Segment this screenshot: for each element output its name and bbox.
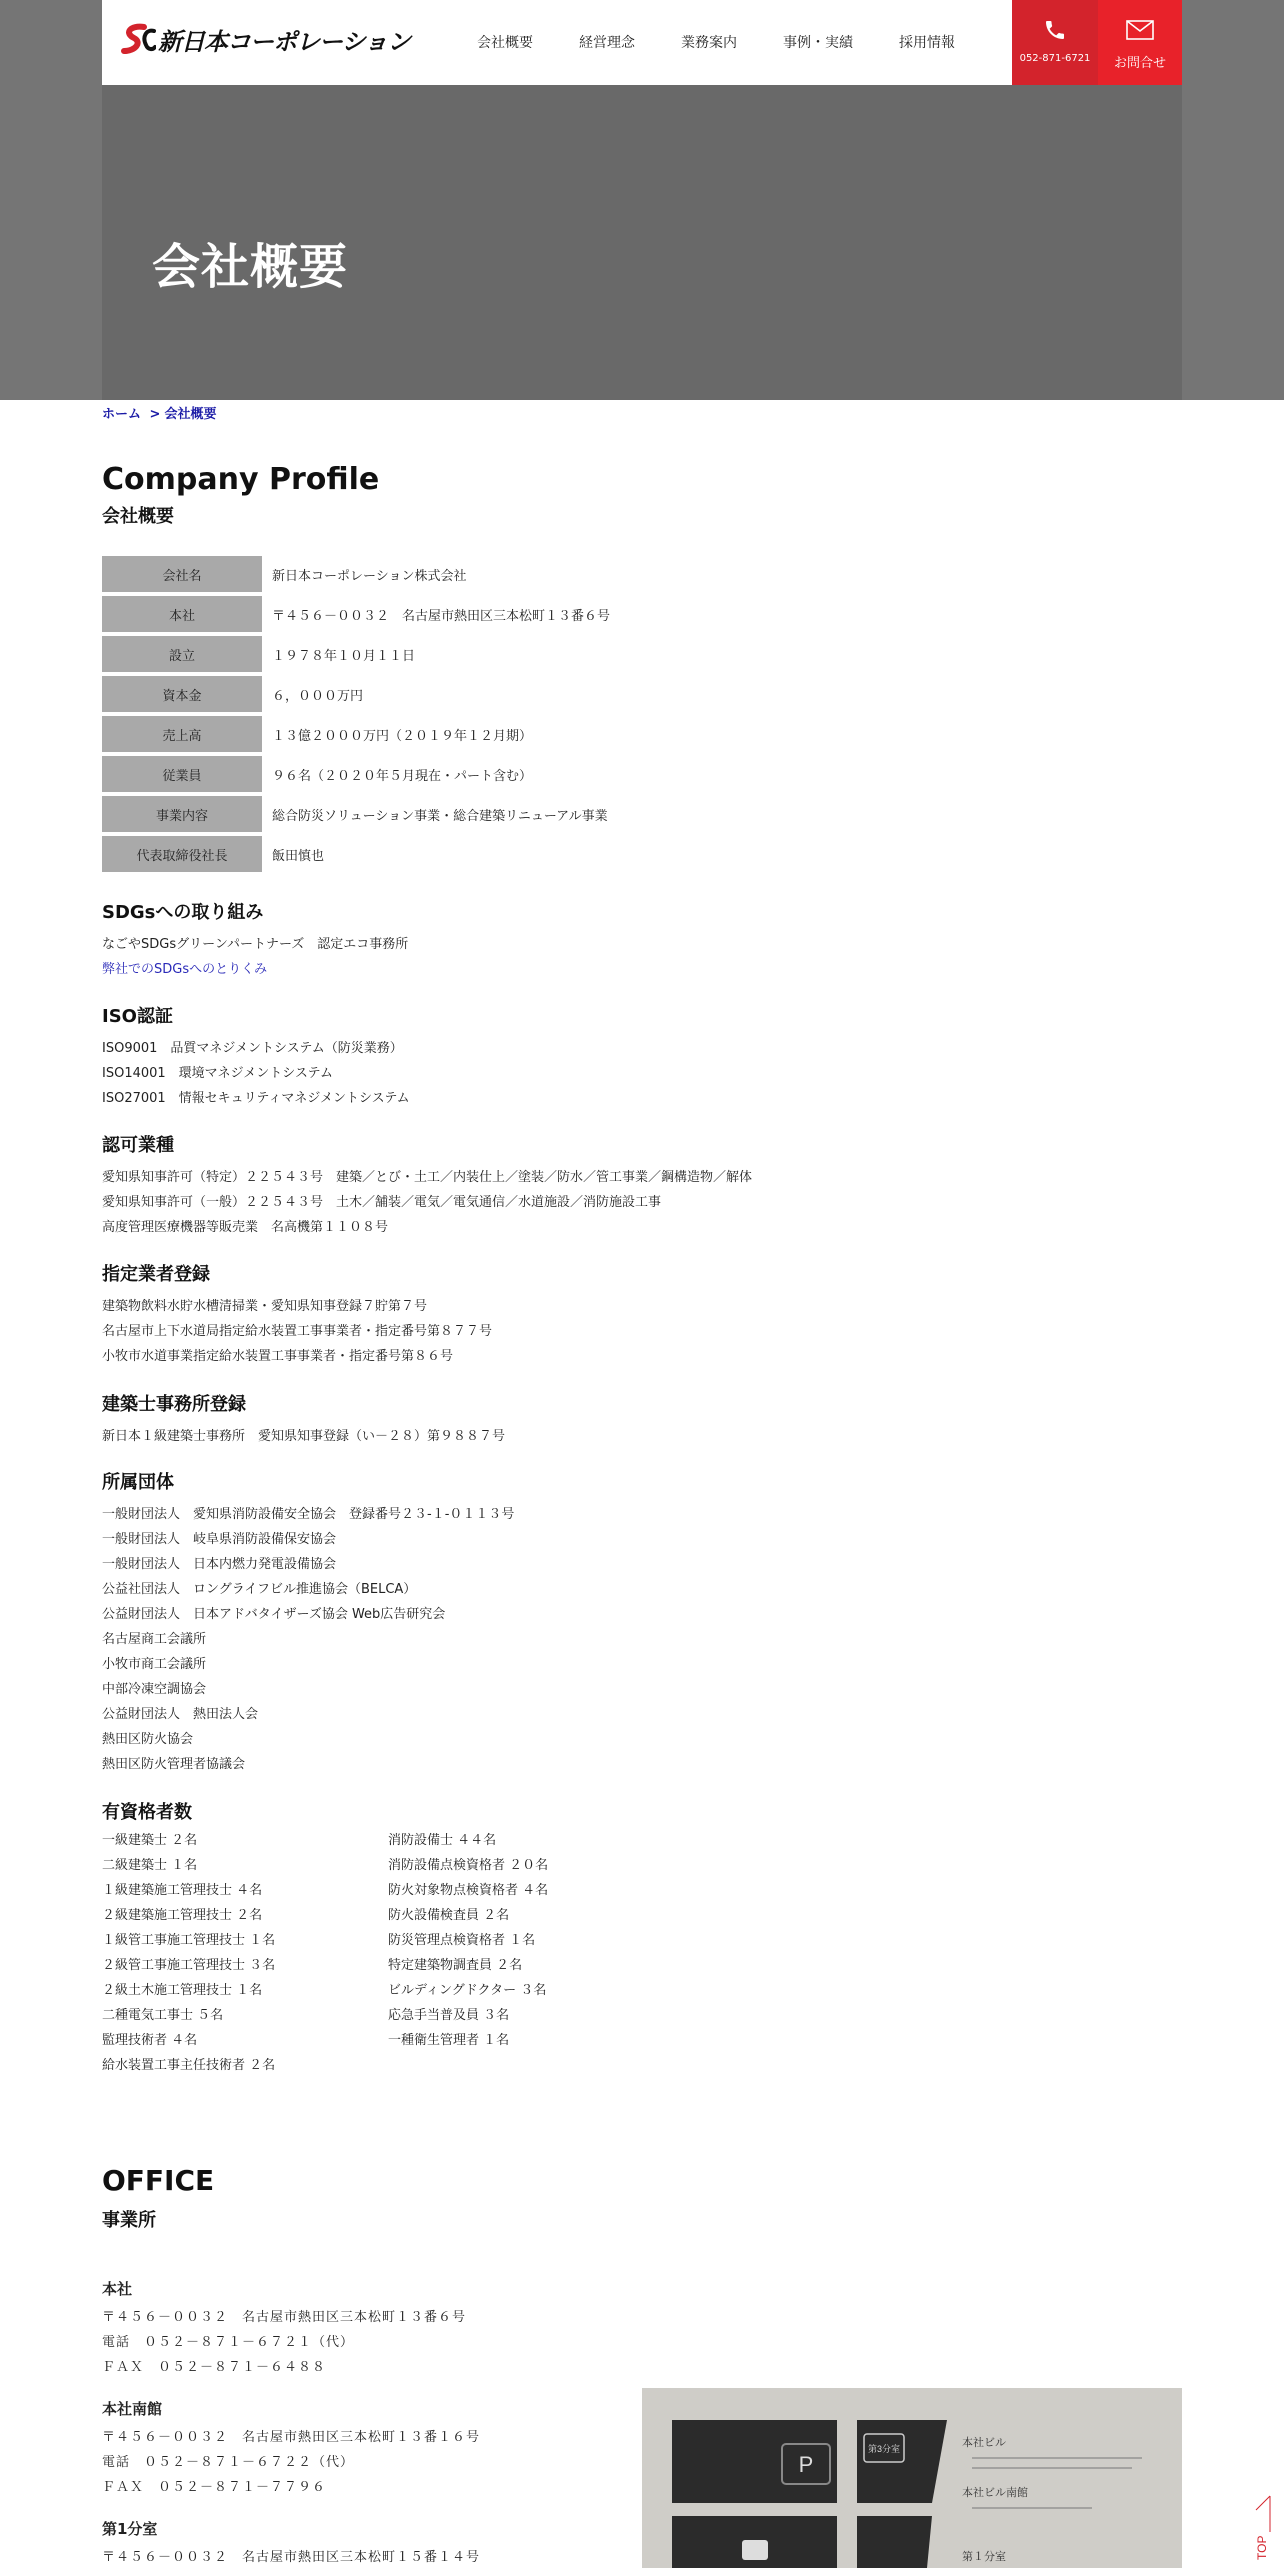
list-item: 一般財団法人 愛知県消防設備安全協会 登録番号２３-１-０１１３号: [102, 1507, 515, 1522]
main-nav: [477, 32, 1001, 52]
office-line: 〒４５６－００３２ 名古屋市熱田区三本松町１３番６号: [102, 2310, 467, 2325]
list-item: 愛知県知事許可（一般）２２５４３号 土木／舗装／電気／電気通信／水道施設／消防施設工事: [102, 1195, 662, 1210]
list-item: ISO9001 品質マネジメントシステム（防災業務）: [102, 1041, 403, 1056]
nav-item-cases[interactable]: 事例・実績: [783, 35, 853, 51]
office-title-ja: 事業所: [102, 2210, 156, 2231]
top-link-label: TOP: [1255, 2535, 1269, 2560]
office-name: 第1分室: [102, 2520, 158, 2538]
arrow-up-icon: [1256, 2496, 1270, 2510]
architect-section: [102, 1390, 505, 1449]
breadcrumb-separator: >: [149, 407, 161, 422]
qualifications-title: 有資格者数: [102, 1802, 192, 1823]
list-item: 二種電気工事士 ５名: [102, 2008, 224, 2023]
list-item: 給水装置工事主任技術者 ２名: [102, 2058, 276, 2073]
list-item: １級管工事施工管理技士 １名: [102, 1933, 276, 1948]
office-name: 本社南館: [102, 2400, 163, 2418]
profile-table: [102, 554, 610, 874]
contact-button[interactable]: [1098, 0, 1182, 85]
mail-icon: [1126, 20, 1154, 40]
nav-item-services[interactable]: 業務案内: [681, 35, 737, 51]
groups-title: 所属団体: [102, 1472, 174, 1493]
phone-number: 052-871-6721: [1019, 53, 1091, 64]
profile-label: 事業内容: [102, 796, 262, 832]
list-item: 公益財団法人 日本アドバタイザーズ協会 Web広告研究会: [102, 1607, 446, 1622]
profile-row: [102, 754, 610, 794]
list-item: ISO27001 情報セキュリティマネジメントシステム: [102, 1091, 410, 1106]
profile-label: 売上高: [102, 716, 262, 752]
profile-value: ６，０００万円: [272, 688, 364, 704]
profile-value: １９７８年１０月１１日: [272, 648, 416, 664]
office-line: 〒４５６－００３２ 名古屋市熱田区三本松町１３番１６号: [102, 2430, 481, 2445]
list-item: ２級管工事施工管理技士 ３名: [102, 1958, 276, 1973]
iso-title: ISO認証: [102, 1006, 173, 1027]
list-item: 応急手当普及員 ３名: [388, 2008, 510, 2023]
office-name: 本社: [102, 2280, 133, 2298]
profile-label: 本社: [102, 596, 262, 632]
list-item: 愛知県知事許可（特定）２２５４３号 建築／とび・土工／内装仕上／塗装／防水／管工事業／鋼構造物／解体: [102, 1170, 753, 1185]
list-item: 中部冷凍空調協会: [102, 1682, 207, 1697]
designated-title: 指定業者登録: [102, 1264, 210, 1285]
profile-value: ９６名（２０２０年５月現在・パート含む）: [272, 768, 533, 784]
profile-title-en: Company Profile: [102, 462, 380, 497]
profile-value: 〒４５６－００３２ 名古屋市熱田区三本松町１３番６号: [272, 608, 611, 624]
office-line: 電話 ０５２－８７１－６７２２（代）: [102, 2455, 355, 2470]
list-item: １級建築施工管理技士 ４名: [102, 1883, 263, 1898]
breadcrumb-current[interactable]: 会社概要: [164, 407, 217, 422]
list-item: ２級建築施工管理技士 ２名: [102, 1908, 263, 1923]
sdgs-section: [102, 898, 408, 982]
list-item: 小牧市商工会議所: [102, 1657, 207, 1672]
list-item: 小牧市水道事業指定給水装置工事事業者・指定番号第８６号: [102, 1349, 454, 1364]
back-to-top-button[interactable]: [1250, 2488, 1274, 2568]
logo-mark-icon: [120, 23, 156, 57]
list-item: 監理技術者 ４名: [102, 2033, 198, 2048]
office-line: ＦＡＸ ０５２－８７１－７７９６: [102, 2480, 327, 2495]
profile-row: [102, 794, 610, 834]
profile-row: [102, 634, 610, 674]
profile-label: 設立: [102, 636, 262, 672]
designated-section: [102, 1260, 492, 1369]
profile-label: 従業員: [102, 756, 262, 792]
list-item: 二級建築士 １名: [102, 1858, 198, 1873]
list-item: 一般財団法人 岐阜県消防設備保安協会: [102, 1532, 337, 1547]
nav-item-recruit[interactable]: 採用情報: [899, 35, 955, 51]
list-item: 建築物飲料水貯水槽清掃業・愛知県知事登録７貯第７号: [102, 1299, 428, 1314]
office-item: [102, 2278, 480, 2380]
sdgs-title: SDGsへの取り組み: [102, 902, 264, 923]
list-item: 特定建築物調査員 ２名: [388, 1958, 523, 1973]
list-item: 公益社団法人 ロングライフビル推進協会（BELCA）: [102, 1582, 417, 1597]
list-item: ビルディングドクター ３名: [388, 1983, 547, 1998]
map-label-annex: 第１分室: [962, 2551, 1006, 2563]
office-line: 〒４５６－００３２ 名古屋市熱田区三本松町１５番１４号: [102, 2550, 481, 2565]
qualifications-section: [102, 1798, 192, 1832]
profile-label: 会社名: [102, 556, 262, 592]
list-item: 新日本１級建築士事務所 愛知県知事登録（い－２８）第９８８７号: [102, 1429, 506, 1444]
nav-item-philosophy[interactable]: 経営理念: [579, 35, 635, 51]
hero-title: 会社概要: [152, 239, 349, 295]
list-item: 名古屋商工会議所: [102, 1632, 207, 1647]
breadcrumb: [102, 403, 216, 422]
profile-row: [102, 554, 610, 594]
list-item: ２級土木施工管理技士 １名: [102, 1983, 263, 1998]
qualifications-left-column: [102, 1828, 388, 2078]
list-item: 一般財団法人 日本内燃力発電設備協会: [102, 1557, 337, 1572]
nav-item-company[interactable]: 会社概要: [477, 35, 533, 51]
list-item: 公益財団法人 熱田法人会: [102, 1707, 259, 1722]
iso-section: [102, 1002, 410, 1111]
list-item: 高度管理医療機器等販売業 名高機第１１０８号: [102, 1220, 389, 1235]
office-item: [102, 2518, 480, 2568]
architect-title: 建築士事務所登録: [102, 1394, 246, 1415]
profile-value: 新日本コーポレーション株式会社: [272, 568, 467, 584]
qualifications-right-column: [388, 1828, 674, 2078]
sdgs-text: なごやSDGsグリーンパートナーズ 認定エコ事務所: [102, 937, 409, 952]
list-item: 消防設備士 ４４名: [388, 1833, 497, 1848]
logo[interactable]: [120, 22, 410, 57]
map-building-block: [857, 2516, 932, 2568]
office-line: ＦＡＸ ０５２－８７１－６４８８: [102, 2360, 327, 2375]
groups-section: [102, 1468, 514, 1777]
list-item: 名古屋市上下水道局指定給水装置工事事業者・指定番号第８７７号: [102, 1324, 493, 1339]
site-header: [102, 0, 1182, 85]
profile-value: 飯田慎也: [272, 848, 325, 864]
map-label-main: 本社ビル: [962, 2437, 1006, 2449]
parking-label: P: [798, 2452, 814, 2477]
profile-row: [102, 594, 610, 634]
profile-value: １３億２０００万円（２０１９年１２月期）: [272, 728, 533, 744]
list-item: 熱田区防火管理者協議会: [102, 1757, 246, 1772]
list-item: 消防設備点検資格者 ２０名: [388, 1858, 549, 1873]
office-map-graphic: [642, 2388, 1182, 2568]
list-item: 防火対象物点検資格者 ４名: [388, 1883, 549, 1898]
map-badge-label: 第3分室: [867, 2444, 901, 2454]
office-item: [102, 2398, 480, 2500]
list-item: 一種衛生管理者 １名: [388, 2033, 510, 2048]
map-marker-icon: [742, 2540, 768, 2560]
office-list: [102, 2278, 480, 2568]
phone-icon: [1043, 18, 1067, 42]
office-line: 電話 ０５２－８７１－６７２１（代）: [102, 2335, 355, 2350]
list-item: 一級建築士 ２名: [102, 1833, 198, 1848]
map-label-south: 本社ビル南館: [962, 2487, 1028, 2499]
contact-label: お問合せ: [1113, 56, 1166, 71]
list-item: 熱田区防火協会: [102, 1732, 194, 1747]
profile-row: [102, 714, 610, 754]
profile-row: [102, 834, 610, 874]
list-item: 防災管理点検資格者 １名: [388, 1933, 536, 1948]
profile-row: [102, 674, 610, 714]
license-section: [102, 1131, 752, 1240]
list-item: ISO14001 環境マネジメントシステム: [102, 1066, 333, 1081]
list-item: 防火設備検査員 ２名: [388, 1908, 510, 1923]
breadcrumb-home[interactable]: ホーム: [102, 407, 142, 422]
profile-label: 資本金: [102, 676, 262, 712]
qualifications-list: [102, 1828, 674, 2078]
profile-value: 総合防災ソリューション事業・総合建築リニューアル事業: [272, 808, 608, 824]
logo-text: 新日本コーポレーション: [158, 28, 411, 56]
profile-label: 代表取締役社長: [102, 836, 262, 872]
sdgs-link[interactable]: 弊社でのSDGsへのとりくみ: [102, 962, 268, 977]
office-title-en: OFFICE: [102, 2164, 215, 2197]
office-map: [642, 2388, 1182, 2568]
profile-title-ja: 会社概要: [102, 506, 174, 527]
license-title: 認可業種: [102, 1135, 174, 1156]
phone-button[interactable]: [1012, 0, 1098, 85]
